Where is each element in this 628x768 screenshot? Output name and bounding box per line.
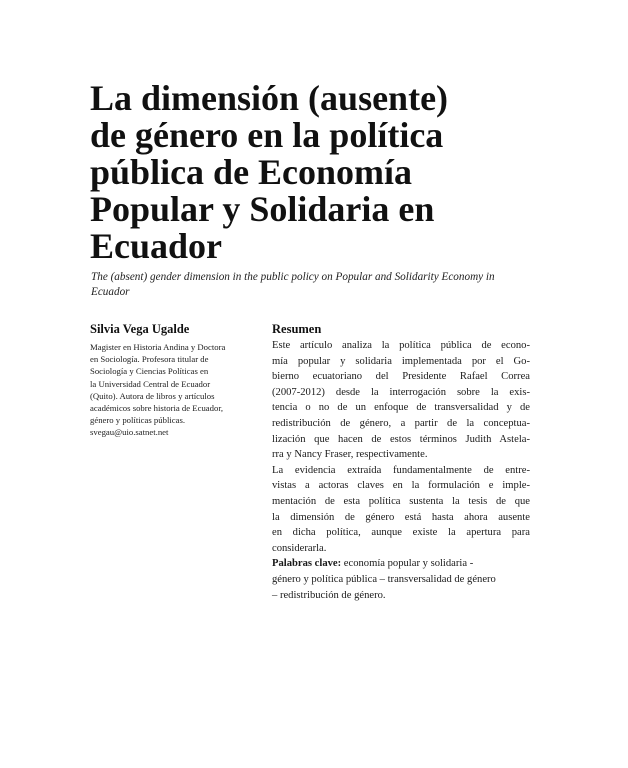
abstract-line: considerarla. <box>272 542 327 554</box>
author-email: svegau@uio.satnet.net <box>90 427 169 438</box>
abstract-line: lización que hacen de estos términos Judith Astela- <box>272 433 530 445</box>
title-line: Ecuador <box>90 226 223 266</box>
abstract-line: la dimensión de género está hasta ahora ausente <box>272 511 530 523</box>
author-bio-line: Sociología y Ciencias Políticas en <box>90 366 209 377</box>
author-bio-line: en Sociología. Profesora titular de <box>90 354 209 365</box>
keywords-text: economía popular y solidaria - <box>341 558 474 570</box>
author-name: Silvia Vega Ugalde <box>90 322 190 336</box>
author-bio-line: académicos sobre historia de Ecuador, <box>90 403 224 414</box>
article-title <box>90 80 530 265</box>
title-line: de género en la política <box>90 115 444 155</box>
title-line: La dimensión (ausente) <box>90 78 449 118</box>
author-bio-line: (Quito). Autora de libros y artículos <box>90 390 215 401</box>
abstract-column <box>272 322 530 603</box>
abstract-line: vistas a actoras claves en la formulación e imple- <box>272 480 530 492</box>
abstract-line: en dicha política, aunque existe la apertura para <box>272 527 530 539</box>
abstract-line: tencia o no de un enfoque de transversalidad y de <box>272 402 530 414</box>
abstract-line: redistribución de género, a partir de la conceptua- <box>272 417 530 429</box>
author-bio-line: Magister en Historia Andina y Doctora <box>90 342 226 352</box>
subtitle-line: The (absent) gender dimension in the public policy on Popular and Solidarity Economy in <box>91 271 495 283</box>
keywords-line <box>272 556 530 572</box>
abstract-line: mentación de esta política sustenta la tesis de que <box>272 495 530 507</box>
author-bio-line: la Universidad Central de Ecuador <box>90 378 211 389</box>
keywords-label: Palabras clave: <box>272 558 342 570</box>
author-column <box>90 322 258 439</box>
subtitle-line: Ecuador <box>91 286 130 298</box>
abstract-line: bierno ecuatoriano del Presidente Rafael Correa <box>272 371 530 383</box>
abstract-body <box>272 338 530 603</box>
title-line: pública de Economía <box>90 152 413 192</box>
abstract-line: Este artículo analiza la política pública de econo- <box>272 340 530 351</box>
abstract-line: mía popular y solidaria implementada por el Go- <box>272 355 530 367</box>
keywords-line: género y política pública – transversalidad de género <box>272 573 496 585</box>
abstract-line: La evidencia extraída fundamentalmente de entre- <box>272 464 530 476</box>
english-title <box>91 270 541 300</box>
author-bio-line: género y políticas públicas. <box>90 415 186 426</box>
author-bio <box>90 341 258 439</box>
abstract-line: rra y Nancy Fraser, respectivamente. <box>272 449 428 461</box>
title-line: Popular y Solidaria en <box>90 189 435 229</box>
keywords-line: – redistribución de género. <box>272 589 386 601</box>
abstract-line: (2007-2012) desde la interrogación sobre la exis- <box>272 386 530 398</box>
abstract-heading: Resumen <box>272 322 322 336</box>
